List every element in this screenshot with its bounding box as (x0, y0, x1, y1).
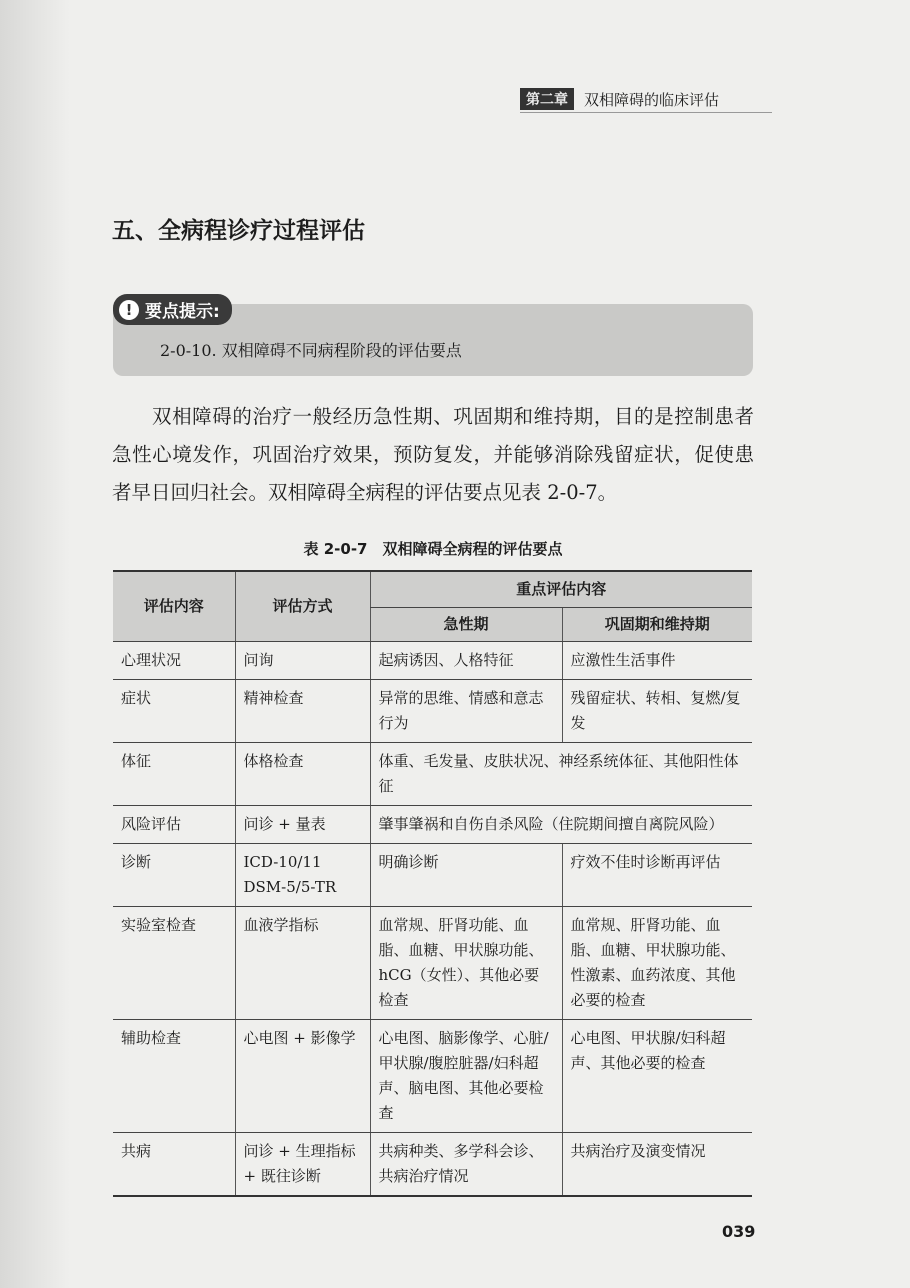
table-row (113, 843, 752, 906)
cell-method: 体格检查 (235, 742, 370, 805)
cell-content: 辅助检查 (113, 1019, 235, 1132)
cell-merged: 体重、毛发量、皮肤状况、神经系统体征、其他阳性体征 (370, 742, 752, 805)
cell-method: 心电图 + 影像学 (235, 1019, 370, 1132)
table-row (113, 742, 752, 805)
cell-maintenance: 疗效不佳时诊断再评估 (562, 843, 752, 906)
cell-content: 诊断 (113, 843, 235, 906)
table-caption: 表 2-0-7 双相障碍全病程的评估要点 (303, 540, 563, 558)
table-row (113, 906, 752, 1019)
cell-content: 实验室检查 (113, 906, 235, 1019)
exclamation-icon: ! (119, 300, 139, 320)
cell-maintenance: 共病治疗及演变情况 (562, 1132, 752, 1196)
table-row (113, 679, 752, 742)
page-edge-shadow (0, 0, 70, 1288)
cell-acute: 共病种类、多学科会诊、共病治疗情况 (370, 1132, 562, 1196)
cell-acute: 起病诱因、人格特征 (370, 641, 562, 679)
tip-label-text: 要点提示: (145, 302, 220, 322)
cell-content: 心理状况 (113, 641, 235, 679)
cell-acute: 血常规、肝肾功能、血脂、血糖、甲状腺功能、hCG（女性）、其他必要检查 (370, 906, 562, 1019)
tip-text: 2-0-10. 双相障碍不同病程阶段的评估要点 (160, 341, 462, 360)
cell-method: 血液学指标 (235, 906, 370, 1019)
header-divider (520, 112, 772, 113)
cell-method: 问诊 + 量表 (235, 805, 370, 843)
header-maintenance: 巩固期和维持期 (562, 607, 752, 641)
header-focus: 重点评估内容 (370, 571, 752, 607)
header-acute: 急性期 (370, 607, 562, 641)
body-paragraph: 双相障碍的治疗一般经历急性期、巩固期和维持期，目的是控制患者急性心境发作，巩固治疗效果，预防复发，并能够消除残留症状，促使患者早日回归社会。双相障碍全病程的评估要点见表 2-0-7。 (112, 405, 754, 504)
cell-maintenance: 残留症状、转相、复燃/复发 (562, 679, 752, 742)
cell-content: 风险评估 (113, 805, 235, 843)
cell-method: 问诊 + 生理指标 + 既往诊断 (235, 1132, 370, 1196)
tip-label (113, 294, 232, 325)
chapter-badge: 第二章 (520, 88, 574, 110)
cell-content: 症状 (113, 679, 235, 742)
table-row (113, 805, 752, 843)
cell-content: 共病 (113, 1132, 235, 1196)
cell-method: 精神检查 (235, 679, 370, 742)
cell-maintenance: 血常规、肝肾功能、血脂、血糖、甲状腺功能、性激素、血药浓度、其他必要的检查 (562, 906, 752, 1019)
section-title: 五、全病程诊疗过程评估 (112, 218, 365, 244)
cell-method: ICD-10/11 DSM-5/5-TR (235, 843, 370, 906)
cell-content: 体征 (113, 742, 235, 805)
table-row (113, 641, 752, 679)
table-row (113, 1019, 752, 1132)
cell-acute: 明确诊断 (370, 843, 562, 906)
assessment-table (113, 570, 752, 1197)
cell-maintenance: 心电图、甲状腺/妇科超声、其他必要的检查 (562, 1019, 752, 1132)
chapter-title: 双相障碍的临床评估 (584, 90, 720, 109)
cell-acute: 异常的思维、情感和意志行为 (370, 679, 562, 742)
cell-acute: 心电图、脑影像学、心脏/甲状腺/腹腔脏器/妇科超声、脑电图、其他必要检查 (370, 1019, 562, 1132)
table-row (113, 1132, 752, 1196)
page-number: 039 (722, 1222, 756, 1241)
cell-merged: 肇事肇祸和自伤自杀风险（住院期间擅自离院风险） (370, 805, 752, 843)
running-header (520, 88, 719, 110)
cell-maintenance: 应激性生活事件 (562, 641, 752, 679)
header-content: 评估内容 (113, 571, 235, 641)
header-method: 评估方式 (235, 571, 370, 641)
cell-method: 问询 (235, 641, 370, 679)
